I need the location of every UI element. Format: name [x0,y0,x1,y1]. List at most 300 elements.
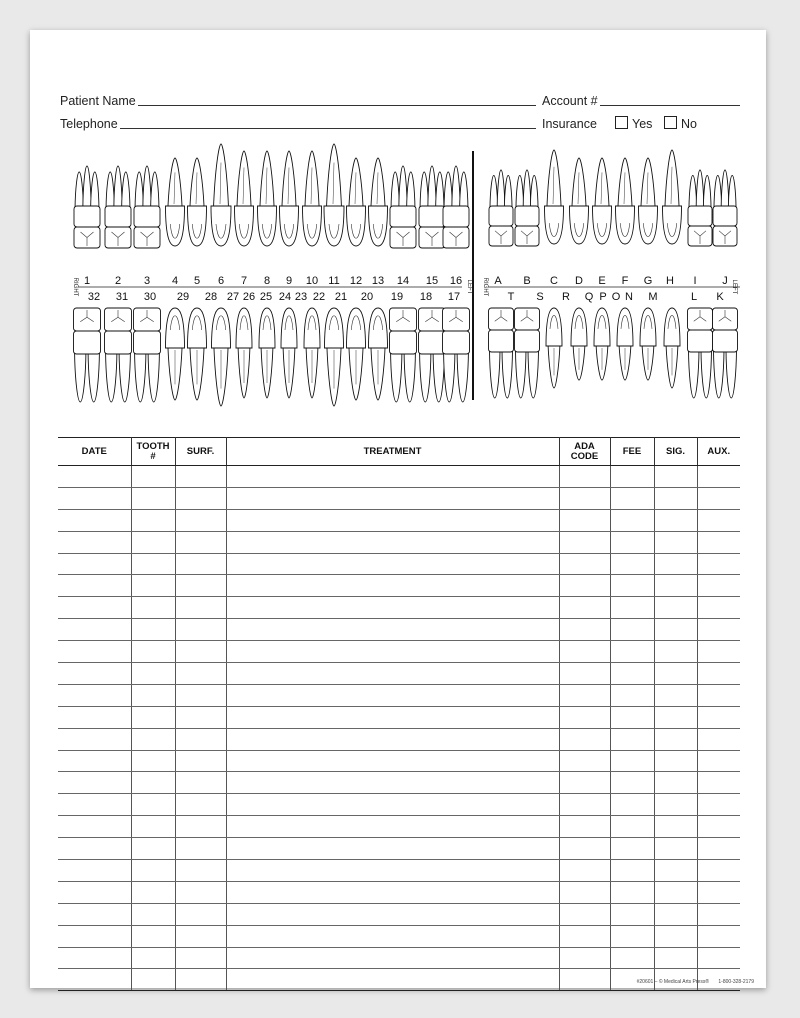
cell-surface[interactable] [175,575,226,597]
tooth-I[interactable] [688,170,712,246]
permanent-lower-numbers [88,291,460,303]
cell-fee[interactable] [610,903,654,925]
tooth-22[interactable] [325,308,344,406]
tooth-label: P [599,291,607,303]
tooth-Q[interactable] [571,308,587,380]
cell-date[interactable] [58,619,131,641]
primary-right-label: RIGHT [482,277,488,297]
tooth-label: Q [584,291,594,303]
cell-treatment[interactable] [226,641,559,663]
cell-signature[interactable] [654,947,697,969]
cell-treatment[interactable] [226,684,559,706]
cell-signature[interactable] [654,794,697,816]
cell-tooth[interactable] [131,619,175,641]
cell-signature[interactable] [654,619,697,641]
cell-treatment[interactable] [226,597,559,619]
cell-fee[interactable] [610,509,654,531]
cell-signature[interactable] [654,903,697,925]
tooth-E[interactable] [593,158,612,244]
cell-ada-code[interactable] [559,597,610,619]
cell-aux[interactable] [697,816,740,838]
tooth-label: 5 [193,275,201,287]
tooth-label: 16 [449,275,463,287]
cell-surface[interactable] [175,947,226,969]
permanent-upper-teeth [74,144,469,248]
cell-tooth[interactable] [131,487,175,509]
tooth-9[interactable] [280,151,299,246]
primary-left-label: LEFT [731,279,737,295]
tooth-label: 1 [83,275,91,287]
cell-tooth[interactable] [131,553,175,575]
cell-signature[interactable] [654,487,697,509]
tooth-label: 13 [371,275,385,287]
cell-fee[interactable] [610,925,654,947]
cell-fee[interactable] [610,794,654,816]
cell-date[interactable] [58,794,131,816]
tooth-12[interactable] [347,158,366,246]
tooth-label: 10 [305,275,319,287]
cell-aux[interactable] [697,509,740,531]
tooth-label: O [611,291,621,303]
cell-fee[interactable] [610,619,654,641]
cell-date[interactable] [58,838,131,860]
table-header-row [58,438,740,466]
tooth-G[interactable] [639,158,658,244]
tooth-R[interactable] [546,308,562,388]
cell-surface[interactable] [175,969,226,991]
cell-tooth[interactable] [131,575,175,597]
cell-date[interactable] [58,531,131,553]
tooth-label: A [494,275,502,287]
table-row [58,947,740,969]
cell-treatment[interactable] [226,903,559,925]
table-row [58,466,740,488]
tooth-label: 23 [294,291,308,303]
cell-fee[interactable] [610,947,654,969]
tooth-K[interactable] [713,308,738,398]
dental-chart-form [30,30,766,988]
cell-surface[interactable] [175,860,226,882]
tooth-11[interactable] [324,144,344,246]
cell-ada-code[interactable] [559,794,610,816]
cell-treatment[interactable] [226,816,559,838]
cell-ada-code[interactable] [559,903,610,925]
tooth-label: 2 [114,275,122,287]
cell-aux[interactable] [697,838,740,860]
tooth-29[interactable] [166,308,185,400]
tooth-L[interactable] [688,308,713,398]
primary-upper-teeth [489,150,737,246]
cell-ada-code[interactable] [559,816,610,838]
cell-ada-code[interactable] [559,706,610,728]
cell-ada-code[interactable] [559,466,610,488]
table-row [58,838,740,860]
cell-treatment[interactable] [226,531,559,553]
cell-tooth[interactable] [131,663,175,685]
cell-surface[interactable] [175,728,226,750]
cell-fee[interactable] [610,706,654,728]
cell-aux[interactable] [697,575,740,597]
cell-treatment[interactable] [226,860,559,882]
cell-ada-code[interactable] [559,728,610,750]
tooth-label: D [575,275,583,287]
cell-date[interactable] [58,706,131,728]
tooth-label: 14 [396,275,410,287]
cell-date[interactable] [58,487,131,509]
cell-ada-code[interactable] [559,509,610,531]
cell-aux[interactable] [697,925,740,947]
cell-surface[interactable] [175,838,226,860]
cell-treatment[interactable] [226,619,559,641]
cell-surface[interactable] [175,466,226,488]
cell-treatment[interactable] [226,509,559,531]
cell-aux[interactable] [697,947,740,969]
cell-date[interactable] [58,750,131,772]
tooth-label: S [536,291,544,303]
table-row [58,641,740,663]
cell-aux[interactable] [697,860,740,882]
tooth-18[interactable] [419,308,446,402]
tooth-8[interactable] [258,151,277,246]
cell-aux[interactable] [697,684,740,706]
cell-surface[interactable] [175,619,226,641]
cell-surface[interactable] [175,553,226,575]
cell-date[interactable] [58,969,131,991]
cell-signature[interactable] [654,597,697,619]
table-row [58,816,740,838]
cell-date[interactable] [58,903,131,925]
cell-ada-code[interactable] [559,641,610,663]
cell-fee[interactable] [610,772,654,794]
tooth-P[interactable] [594,308,610,380]
cell-date[interactable] [58,553,131,575]
permanent-left-label: LEFT [466,279,472,295]
cell-aux[interactable] [697,487,740,509]
cell-tooth[interactable] [131,881,175,903]
primary-lower-letters [508,291,725,303]
cell-treatment[interactable] [226,487,559,509]
cell-signature[interactable] [654,860,697,882]
cell-date[interactable] [58,860,131,882]
cell-tooth[interactable] [131,794,175,816]
cell-fee[interactable] [610,860,654,882]
tooth-2[interactable] [105,166,131,248]
cell-ada-code[interactable] [559,860,610,882]
tooth-O[interactable] [617,308,633,380]
tooth-6[interactable] [211,144,231,246]
cell-aux[interactable] [697,772,740,794]
cell-signature[interactable] [654,816,697,838]
tooth-23[interactable] [304,308,320,398]
permanent-right-label: RIGHT [72,277,78,297]
cell-surface[interactable] [175,750,226,772]
cell-ada-code[interactable] [559,487,610,509]
cell-surface[interactable] [175,487,226,509]
cell-date[interactable] [58,925,131,947]
tooth-label: 18 [419,291,433,303]
cell-aux[interactable] [697,619,740,641]
tooth-16[interactable] [443,166,469,248]
cell-date[interactable] [58,772,131,794]
cell-tooth[interactable] [131,706,175,728]
table-row [58,597,740,619]
cell-signature[interactable] [654,553,697,575]
cell-tooth[interactable] [131,860,175,882]
cell-treatment[interactable] [226,969,559,991]
cell-treatment[interactable] [226,553,559,575]
table-row [58,619,740,641]
cell-signature[interactable] [654,509,697,531]
cell-fee[interactable] [610,663,654,685]
tooth-F[interactable] [616,158,635,244]
cell-treatment[interactable] [226,772,559,794]
cell-fee[interactable] [610,466,654,488]
cell-fee[interactable] [610,531,654,553]
cell-aux[interactable] [697,553,740,575]
tooth-10[interactable] [303,151,322,246]
cell-surface[interactable] [175,663,226,685]
cell-fee[interactable] [610,553,654,575]
cell-surface[interactable] [175,641,226,663]
cell-surface[interactable] [175,794,226,816]
cell-tooth[interactable] [131,509,175,531]
col-header-ada-code: ADA CODE [559,438,610,466]
cell-tooth[interactable] [131,728,175,750]
tooth-T[interactable] [489,308,514,398]
tooth-4[interactable] [166,158,185,246]
cell-treatment[interactable] [226,925,559,947]
cell-tooth[interactable] [131,531,175,553]
cell-date[interactable] [58,641,131,663]
tooth-label: N [625,291,633,303]
cell-treatment[interactable] [226,838,559,860]
tooth-3[interactable] [134,166,160,248]
cell-date[interactable] [58,728,131,750]
col-header-surface: SURF. [175,438,226,466]
col-header-signature: SIG. [654,438,697,466]
cell-tooth[interactable] [131,597,175,619]
cell-signature[interactable] [654,772,697,794]
cell-treatment[interactable] [226,575,559,597]
cell-ada-code[interactable] [559,925,610,947]
cell-date[interactable] [58,466,131,488]
cell-surface[interactable] [175,816,226,838]
cell-surface[interactable] [175,772,226,794]
tooth-27[interactable] [212,308,231,406]
cell-aux[interactable] [697,597,740,619]
tooth-label: 19 [390,291,404,303]
cell-ada-code[interactable] [559,947,610,969]
cell-signature[interactable] [654,728,697,750]
cell-treatment[interactable] [226,794,559,816]
cell-aux[interactable] [697,641,740,663]
cell-tooth[interactable] [131,816,175,838]
cell-ada-code[interactable] [559,575,610,597]
cell-tooth[interactable] [131,925,175,947]
cell-tooth[interactable] [131,969,175,991]
cell-fee[interactable] [610,881,654,903]
cell-treatment[interactable] [226,947,559,969]
tooth-label: J [722,275,728,287]
cell-signature[interactable] [654,881,697,903]
tooth-N[interactable] [640,308,656,380]
cell-surface[interactable] [175,597,226,619]
cell-signature[interactable] [654,641,697,663]
cell-date[interactable] [58,509,131,531]
tooth-17[interactable] [443,308,470,402]
col-header-fee: FEE [610,438,654,466]
cell-ada-code[interactable] [559,969,610,991]
cell-treatment[interactable] [226,663,559,685]
tooth-J[interactable] [713,170,737,246]
tooth-26[interactable] [236,308,252,398]
treatment-table [58,437,740,991]
cell-ada-code[interactable] [559,619,610,641]
cell-fee[interactable] [610,838,654,860]
cell-aux[interactable] [697,881,740,903]
cell-aux[interactable] [697,903,740,925]
table-row [58,772,740,794]
cell-surface[interactable] [175,509,226,531]
cell-signature[interactable] [654,925,697,947]
tooth-13[interactable] [369,158,388,246]
cell-ada-code[interactable] [559,772,610,794]
cell-surface[interactable] [175,706,226,728]
col-header-aux: AUX. [697,438,740,466]
permanent-lower-teeth [74,308,470,406]
table-row [58,509,740,531]
cell-signature[interactable] [654,750,697,772]
cell-aux[interactable] [697,531,740,553]
tooth-5[interactable] [188,158,207,246]
tooth-7[interactable] [235,151,254,246]
cell-tooth[interactable] [131,838,175,860]
cell-surface[interactable] [175,881,226,903]
tooth-24[interactable] [281,308,297,398]
tooth-14[interactable] [390,166,416,248]
tooth-M[interactable] [664,308,680,388]
cell-date[interactable] [58,684,131,706]
cell-ada-code[interactable] [559,881,610,903]
cell-fee[interactable] [610,641,654,663]
cell-ada-code[interactable] [559,838,610,860]
tooth-S[interactable] [515,308,540,398]
cell-ada-code[interactable] [559,663,610,685]
tooth-label: M [648,291,658,303]
cell-treatment[interactable] [226,466,559,488]
insurance-label: Insurance [542,117,597,131]
table-row [58,925,740,947]
cell-tooth[interactable] [131,947,175,969]
cell-surface[interactable] [175,531,226,553]
tooth-31[interactable] [105,308,132,402]
tooth-label: F [621,275,629,287]
cell-treatment[interactable] [226,750,559,772]
cell-fee[interactable] [610,750,654,772]
cell-fee[interactable] [610,597,654,619]
cell-date[interactable] [58,575,131,597]
cell-treatment[interactable] [226,706,559,728]
tooth-32[interactable] [74,308,101,402]
tooth-20[interactable] [369,308,388,400]
tooth-label: 12 [349,275,363,287]
cell-date[interactable] [58,881,131,903]
cell-date[interactable] [58,947,131,969]
tooth-21[interactable] [347,308,366,400]
cell-treatment[interactable] [226,728,559,750]
tooth-label: 28 [204,291,218,303]
form-number: #20601 – © Medical Arts Press® [636,979,710,985]
cell-signature[interactable] [654,663,697,685]
cell-aux[interactable] [697,706,740,728]
cell-tooth[interactable] [131,750,175,772]
cell-signature[interactable] [654,838,697,860]
cell-surface[interactable] [175,925,226,947]
table-body [58,466,740,991]
cell-fee[interactable] [610,816,654,838]
tooth-30[interactable] [134,308,161,402]
cell-tooth[interactable] [131,684,175,706]
tooth-19[interactable] [390,308,417,402]
cell-fee[interactable] [610,684,654,706]
table-row [58,663,740,685]
cell-tooth[interactable] [131,466,175,488]
tooth-label: 20 [360,291,374,303]
tooth-C[interactable] [545,150,564,244]
cell-tooth[interactable] [131,772,175,794]
cell-signature[interactable] [654,531,697,553]
cell-fee[interactable] [610,575,654,597]
tooth-B[interactable] [515,170,539,246]
telephone-label: Telephone [60,117,118,131]
tooth-1[interactable] [74,166,100,248]
cell-ada-code[interactable] [559,750,610,772]
tooth-chart [30,30,766,430]
tooth-H[interactable] [663,150,682,244]
cell-aux[interactable] [697,750,740,772]
cell-signature[interactable] [654,466,697,488]
tooth-A[interactable] [489,170,513,246]
cell-signature[interactable] [654,706,697,728]
cell-aux[interactable] [697,663,740,685]
cell-ada-code[interactable] [559,531,610,553]
tooth-label: 32 [87,291,101,303]
col-header-treatment: TREATMENT [226,438,559,466]
tooth-D[interactable] [570,158,589,244]
insurance-yes-label: Yes [632,117,653,131]
cell-aux[interactable] [697,466,740,488]
cell-surface[interactable] [175,684,226,706]
cell-treatment[interactable] [226,881,559,903]
cell-date[interactable] [58,663,131,685]
cell-date[interactable] [58,816,131,838]
tooth-25[interactable] [259,308,275,398]
cell-signature[interactable] [654,684,697,706]
cell-fee[interactable] [610,728,654,750]
cell-aux[interactable] [697,794,740,816]
cell-fee[interactable] [610,487,654,509]
cell-signature[interactable] [654,575,697,597]
cell-aux[interactable] [697,728,740,750]
tooth-28[interactable] [188,308,207,400]
cell-surface[interactable] [175,903,226,925]
cell-ada-code[interactable] [559,553,610,575]
cell-tooth[interactable] [131,903,175,925]
tooth-15[interactable] [419,166,445,248]
cell-tooth[interactable] [131,641,175,663]
cell-date[interactable] [58,597,131,619]
cell-ada-code[interactable] [559,684,610,706]
